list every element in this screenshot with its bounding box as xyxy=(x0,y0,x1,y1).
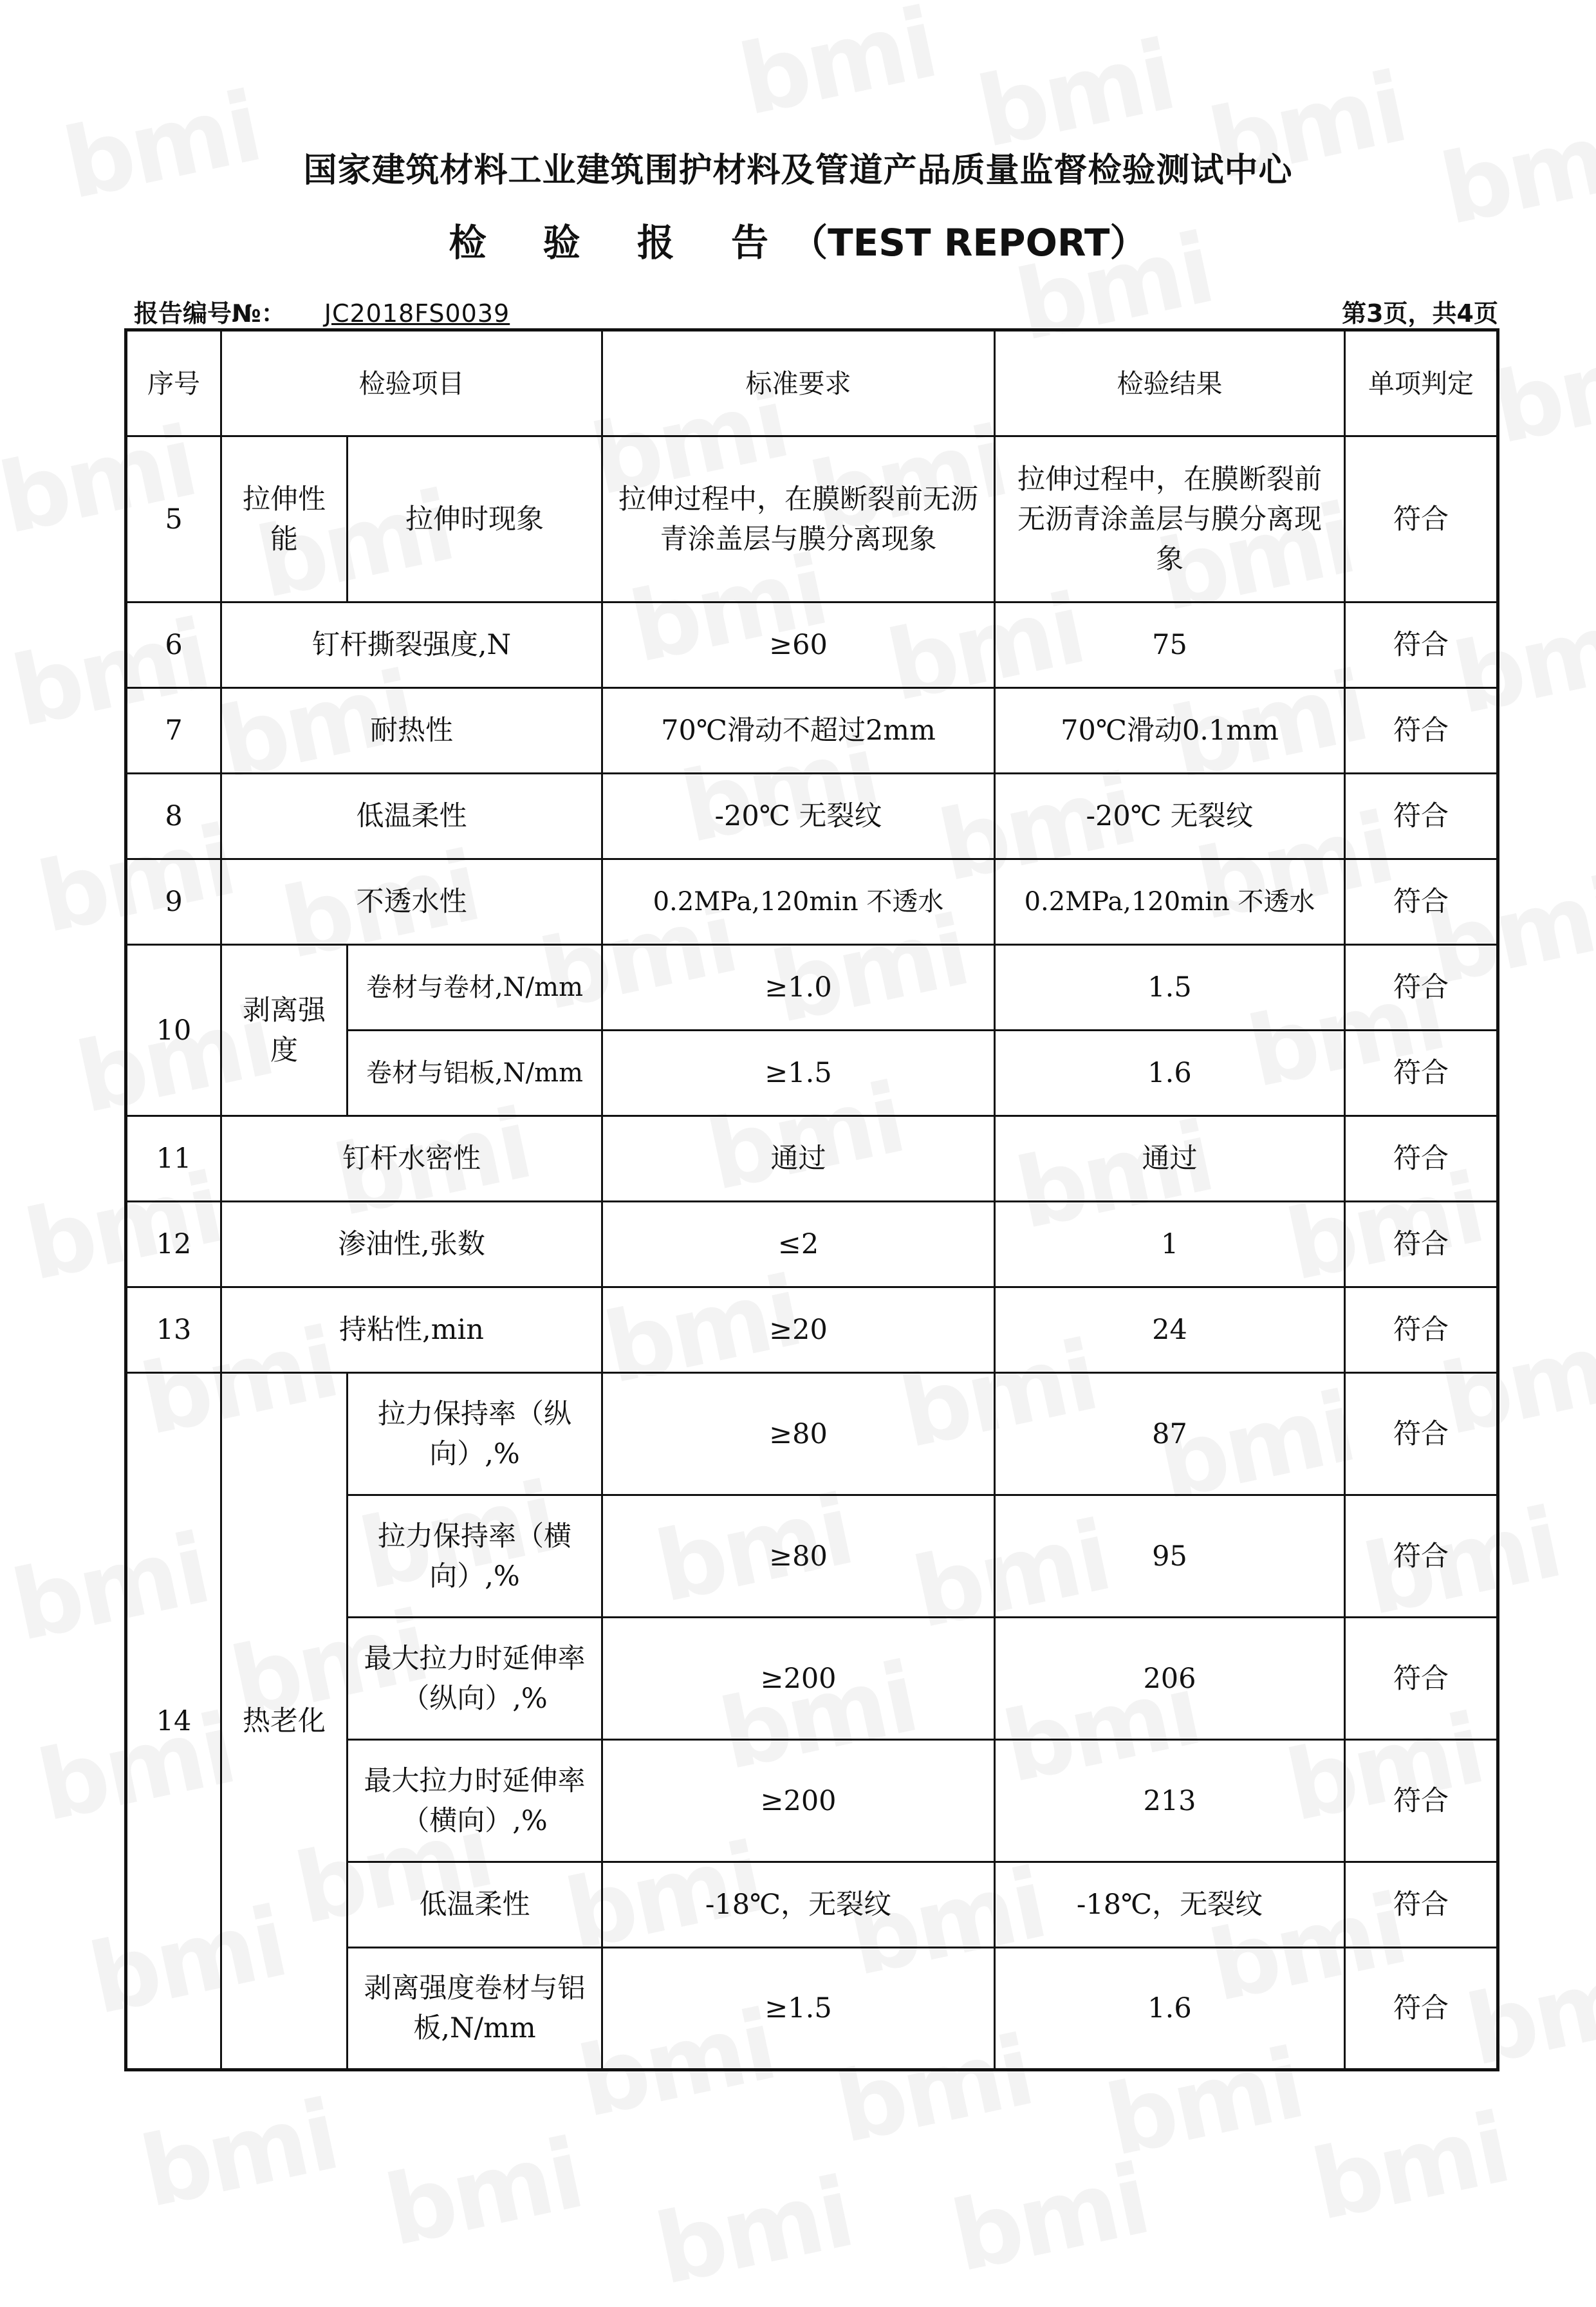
test-item: 拉伸时现象 xyxy=(348,436,602,602)
watermark-logo xyxy=(132,2079,346,2229)
header-verdict: 单项判定 xyxy=(1345,330,1498,436)
row-number: 10 xyxy=(126,945,221,1116)
test-item: 拉力保持率（横向）,% xyxy=(348,1495,602,1618)
verdict: 符合 xyxy=(1345,436,1498,602)
table-row xyxy=(126,774,1498,859)
row-number: 9 xyxy=(126,859,221,945)
row-number: 7 xyxy=(126,688,221,774)
report-meta xyxy=(134,294,1498,326)
test-item: 最大拉力时延伸率（纵向）,% xyxy=(348,1618,602,1740)
standard-requirement: ≥60 xyxy=(602,602,995,688)
watermark-logo xyxy=(376,2118,591,2268)
verdict: 符合 xyxy=(1345,1202,1498,1287)
standard-requirement: ≥200 xyxy=(602,1618,995,1740)
header-no: 序号 xyxy=(126,330,221,436)
table-row xyxy=(126,688,1498,774)
watermark-logo xyxy=(1483,315,1596,465)
watermark-logo xyxy=(1303,2092,1517,2242)
test-result: 1.6 xyxy=(995,1948,1345,2070)
report-number: JC2018FS0039 xyxy=(324,299,510,328)
test-item: 拉力保持率（纵向）,% xyxy=(348,1373,602,1495)
test-item: 低温柔性 xyxy=(221,774,602,859)
group-label: 热老化 xyxy=(221,1373,348,2070)
test-result: 拉伸过程中，在膜断裂前无沥青涂盖层与膜分离现象 xyxy=(995,436,1345,602)
header-result: 检验结果 xyxy=(995,330,1345,436)
standard-requirement: -20℃ 无裂纹 xyxy=(602,774,995,859)
table-row xyxy=(126,1116,1498,1202)
verdict: 符合 xyxy=(1345,1618,1498,1740)
group-label: 剥离强度 xyxy=(221,945,348,1116)
report-number-block xyxy=(134,294,510,329)
verdict: 符合 xyxy=(1345,859,1498,945)
test-result: 75 xyxy=(995,602,1345,688)
test-result: 0.2MPa,120min 不透水 xyxy=(995,859,1345,945)
test-result: 87 xyxy=(995,1373,1345,1495)
standard-requirement: ≥200 xyxy=(602,1740,995,1862)
test-results-table xyxy=(124,328,1499,2071)
test-item: 钉杆撕裂强度,N xyxy=(221,602,602,688)
verdict: 符合 xyxy=(1345,774,1498,859)
verdict: 符合 xyxy=(1345,1740,1498,1862)
standard-requirement: 拉伸过程中，在膜断裂前无沥青涂盖层与膜分离现象 xyxy=(602,436,995,602)
verdict: 符合 xyxy=(1345,688,1498,774)
verdict: 符合 xyxy=(1345,1031,1498,1116)
row-number: 6 xyxy=(126,602,221,688)
verdict: 符合 xyxy=(1345,945,1498,1031)
standard-requirement: ≥1.0 xyxy=(602,945,995,1031)
group-label: 拉伸性能 xyxy=(221,436,348,602)
standard-requirement: ≥80 xyxy=(602,1495,995,1618)
table-row xyxy=(126,602,1498,688)
row-number: 13 xyxy=(126,1287,221,1373)
watermark-logo xyxy=(943,2144,1157,2293)
test-item: 低温柔性 xyxy=(348,1862,602,1948)
standard-requirement: -18℃，无裂纹 xyxy=(602,1862,995,1948)
row-number: 11 xyxy=(126,1116,221,1202)
verdict: 符合 xyxy=(1345,1495,1498,1618)
test-result: -18℃，无裂纹 xyxy=(995,1862,1345,1948)
verdict: 符合 xyxy=(1345,1948,1498,2070)
standard-requirement: 通过 xyxy=(602,1116,995,1202)
table-row xyxy=(126,1202,1498,1287)
test-item: 卷材与卷材,N/mm xyxy=(348,945,602,1031)
standard-requirement: ≥1.5 xyxy=(602,1948,995,2070)
table-row xyxy=(126,859,1498,945)
row-number: 5 xyxy=(126,436,221,602)
test-item: 不透水性 xyxy=(221,859,602,945)
test-result: 70℃滑动0.1mm xyxy=(995,688,1345,774)
test-result: -20℃ 无裂纹 xyxy=(995,774,1345,859)
report-title xyxy=(0,212,1596,266)
test-result: 通过 xyxy=(995,1116,1345,1202)
test-result: 1 xyxy=(995,1202,1345,1287)
watermark-logo xyxy=(647,2156,861,2306)
standard-requirement: ≥1.5 xyxy=(602,1031,995,1116)
test-item: 剥离强度卷材与铝板,N/mm xyxy=(348,1948,602,2070)
standard-requirement: 0.2MPa,120min 不透水 xyxy=(602,859,995,945)
row-number: 14 xyxy=(126,1373,221,2070)
test-item: 耐热性 xyxy=(221,688,602,774)
org-title: 国家建筑材料工业建筑围护材料及管道产品质量监督检验测试中心 xyxy=(303,151,1293,190)
verdict: 符合 xyxy=(1345,1116,1498,1202)
page-info: 第3页，共4页 xyxy=(1342,299,1498,328)
test-result: 24 xyxy=(995,1287,1345,1373)
verdict: 符合 xyxy=(1345,1862,1498,1948)
test-result: 1.5 xyxy=(995,945,1345,1031)
test-result: 1.6 xyxy=(995,1031,1345,1116)
table-header-row xyxy=(126,330,1498,436)
table-row xyxy=(126,945,1498,1031)
test-result: 95 xyxy=(995,1495,1345,1618)
test-result: 206 xyxy=(995,1618,1345,1740)
test-item: 钉杆水密性 xyxy=(221,1116,602,1202)
test-item: 持粘性,min xyxy=(221,1287,602,1373)
test-item: 最大拉力时延伸率（横向）,% xyxy=(348,1740,602,1862)
watermark-logo xyxy=(730,0,945,138)
test-item: 卷材与铝板,N/mm xyxy=(348,1031,602,1116)
test-result: 213 xyxy=(995,1740,1345,1862)
header-standard: 标准要求 xyxy=(602,330,995,436)
row-number: 8 xyxy=(126,774,221,859)
verdict: 符合 xyxy=(1345,602,1498,688)
row-number: 12 xyxy=(126,1202,221,1287)
standard-requirement: ≥20 xyxy=(602,1287,995,1373)
table-row xyxy=(126,1287,1498,1373)
report-title-cn: 检 验 报 告 xyxy=(449,221,791,265)
table-row xyxy=(126,436,1498,602)
standard-requirement: ≥80 xyxy=(602,1373,995,1495)
verdict: 符合 xyxy=(1345,1287,1498,1373)
standard-requirement: 70℃滑动不超过2mm xyxy=(602,688,995,774)
report-title-en: （TEST REPORT） xyxy=(790,221,1147,265)
report-number-label: 报告编号№： xyxy=(134,299,286,328)
standard-requirement: ≤2 xyxy=(602,1202,995,1287)
header-item: 检验项目 xyxy=(221,330,602,436)
table-row xyxy=(126,1373,1498,1495)
verdict: 符合 xyxy=(1345,1373,1498,1495)
test-item: 渗油性,张数 xyxy=(221,1202,602,1287)
